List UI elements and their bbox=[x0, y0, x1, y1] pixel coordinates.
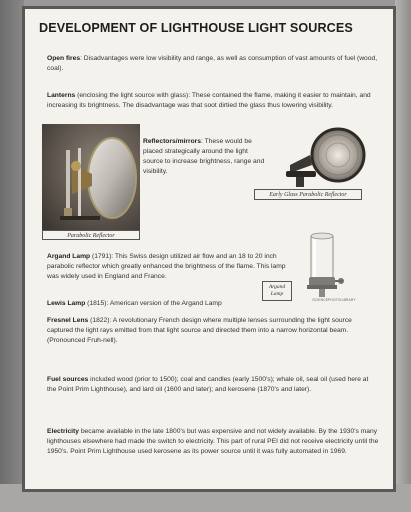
reflectors-paragraph bbox=[143, 137, 265, 177]
fuel-label: Fuel sources bbox=[47, 376, 89, 383]
fresnel-label: Fresnel Lens bbox=[47, 317, 89, 324]
wall-right bbox=[395, 0, 411, 512]
electricity-text: became available in the late 1800's but was expensive and not widely available. By the 1930's many lighthouses elsewhere had made the switch to electricity. This part of rural PEI did not receive electricity until the 1950's. Point Prim Lighthouse used kerosene as its power source until it was fully automated in 1969. bbox=[47, 428, 379, 455]
fuel-text: included wood (prior to 1500); coal and candles (early 1500's); whale oil, seal oil (used here at the Point Prim Lighthouse), and lard oil (1600 and later); and kerosene (1870's and later). bbox=[47, 376, 369, 393]
parabolic-reflector-caption: Parabolic Reflector bbox=[42, 230, 140, 240]
fresnel-text: (1822): A revolutionary French design where multiple lenses surrounding the light source captured the light rays emitted from that light source and directed them into a narrow horizontal beam. (Pronounced Fruh-nell). bbox=[47, 317, 352, 344]
lanterns-paragraph bbox=[47, 91, 379, 111]
open-fires-text: : Disadvantages were low visibility and range, as well as consumption of vast amounts of fuel (wood, coal). bbox=[47, 55, 378, 72]
electricity-paragraph bbox=[47, 427, 379, 457]
lanterns-label: Lanterns bbox=[47, 92, 76, 99]
argand-text: (1791): This Swiss design utilized air flow and an 18 to 20 inch parabolic reflector which greatly enhanced the brightness of the flame. This lamp was widely used in England and France. bbox=[47, 253, 286, 280]
open-fires-paragraph bbox=[47, 54, 379, 74]
argand-label: Argand Lamp bbox=[47, 253, 91, 260]
wall-left bbox=[0, 0, 24, 512]
reflectors-label: Reflectors/mirrors bbox=[143, 138, 201, 145]
poster-title: DEVELOPMENT OF LIGHTHOUSE LIGHT SOURCES bbox=[39, 21, 353, 35]
electricity-label: Electricity bbox=[47, 428, 79, 435]
argand-paragraph bbox=[47, 252, 293, 282]
lewis-paragraph bbox=[47, 299, 293, 309]
argand-lamp-caption: Argand Lamp bbox=[262, 281, 292, 301]
lewis-text: (1815): American version of the Argand Lamp bbox=[85, 300, 222, 307]
argand-lamp-photo bbox=[297, 231, 359, 301]
poster bbox=[25, 9, 393, 489]
lanterns-text: (enclosing the light source with glass): These contained the flame, making it easier to maintain, and increasing its brightness. The disadvantage was that soot dirtied the glass thus lowering visibility. bbox=[47, 92, 371, 109]
early-glass-caption: Early Glass Parabolic Reflector bbox=[254, 189, 362, 200]
open-fires-label: Open fires bbox=[47, 55, 81, 62]
lewis-label: Lewis Lamp bbox=[47, 300, 86, 307]
fuel-paragraph bbox=[47, 375, 379, 395]
glass-reflector-photo bbox=[280, 125, 372, 191]
fresnel-paragraph bbox=[47, 316, 379, 346]
photo-credit: SCIENCEPHOTOLIBRARY bbox=[312, 298, 356, 302]
parabolic-reflector-photo bbox=[42, 124, 140, 230]
reflectors-text: : These would be placed strategically around the light source to increase brightness, range and visibility. bbox=[143, 138, 265, 175]
